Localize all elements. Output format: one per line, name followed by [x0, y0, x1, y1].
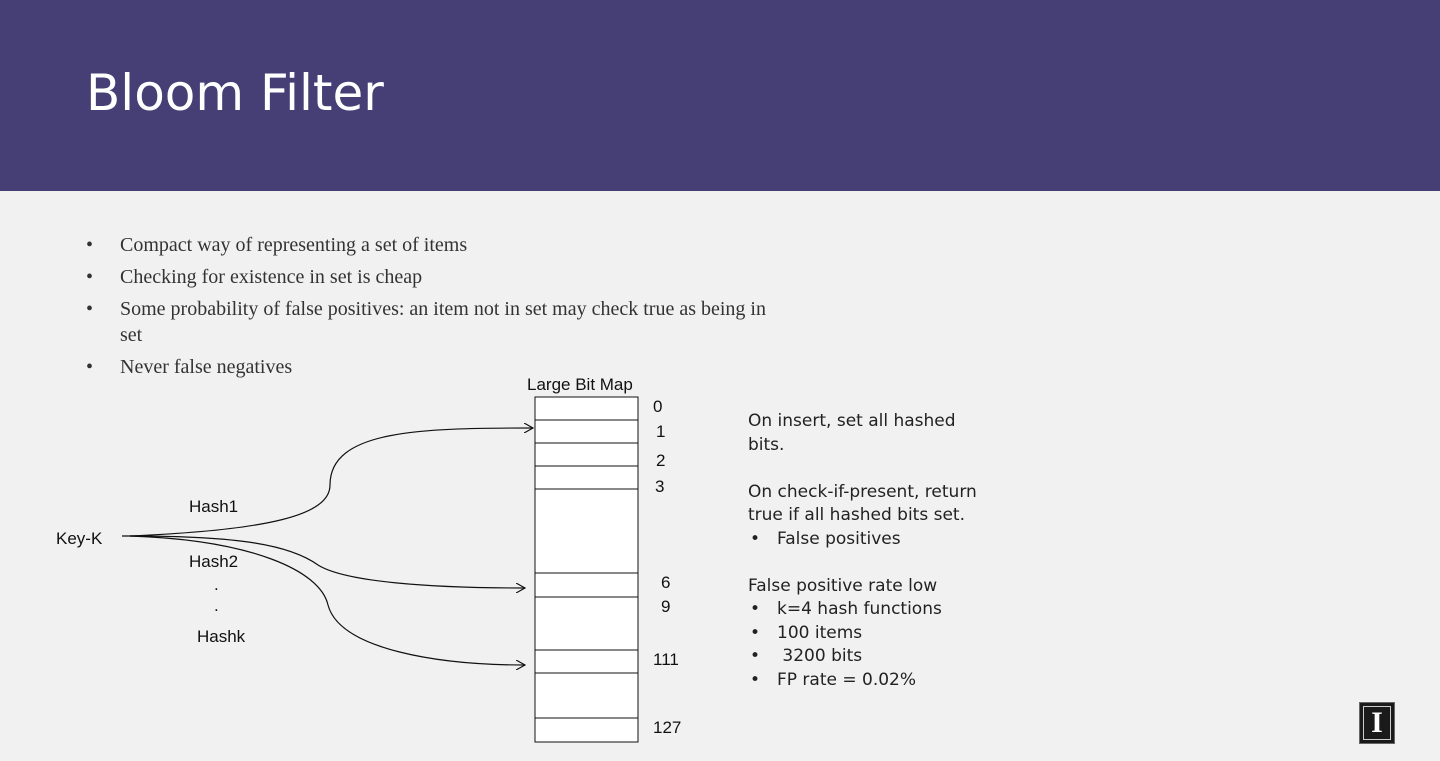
- rate-note-item: • 3200 bits: [748, 645, 988, 669]
- bit-index-label: 1: [656, 422, 666, 441]
- rate-note: False positive rate low: [748, 575, 938, 596]
- bullet-item: • Checking for existence in set is cheap: [86, 264, 786, 290]
- check-note: On check-if-present, return true if all hashed bits set.: [748, 481, 977, 525]
- bit-index-label: 3: [655, 477, 665, 496]
- check-note-item: • False positives: [748, 528, 988, 552]
- bit-index-label: 9: [661, 597, 671, 616]
- hash1-label: Hash1: [189, 497, 239, 516]
- slide-title: Bloom Filter: [86, 64, 384, 122]
- bit-index-label: 127: [653, 718, 682, 737]
- bit-map: [535, 397, 638, 742]
- hashk-label: Hashk: [197, 627, 246, 646]
- bitmap-label: Large Bit Map: [527, 375, 633, 394]
- rate-note-item: • 100 items: [748, 622, 988, 646]
- hash-arrows: [122, 428, 533, 665]
- insert-note: On insert, set all hashed bits.: [748, 411, 956, 455]
- university-logo: [1359, 702, 1395, 744]
- key-label: Key-K: [56, 529, 103, 548]
- bit-map-frame: [535, 397, 638, 742]
- ellipsis-dot: .: [214, 596, 219, 615]
- hash2-label: Hash2: [189, 552, 239, 571]
- bloom-notes: [748, 410, 988, 692]
- ellipsis-dot: .: [214, 575, 219, 594]
- check-note-list: [748, 528, 988, 552]
- rate-note-list: [748, 598, 988, 692]
- rate-note-item: • k=4 hash functions: [748, 598, 988, 622]
- rate-note-item: • FP rate = 0.02%: [748, 669, 988, 693]
- bit-index-label: 6: [661, 573, 671, 592]
- bit-index-label: 0: [653, 397, 663, 416]
- hash1-arrow: [130, 428, 533, 536]
- bullet-item: • Some probability of false positives: an item not in set may check true as being in set: [86, 296, 786, 348]
- bit-index-label: 2: [656, 451, 666, 470]
- bullet-item: • Compact way of representing a set of items: [86, 232, 786, 258]
- bullet-item: • Never false negatives: [86, 354, 786, 380]
- bit-index-label: 111: [653, 650, 679, 669]
- logo-letter: I: [1363, 706, 1391, 740]
